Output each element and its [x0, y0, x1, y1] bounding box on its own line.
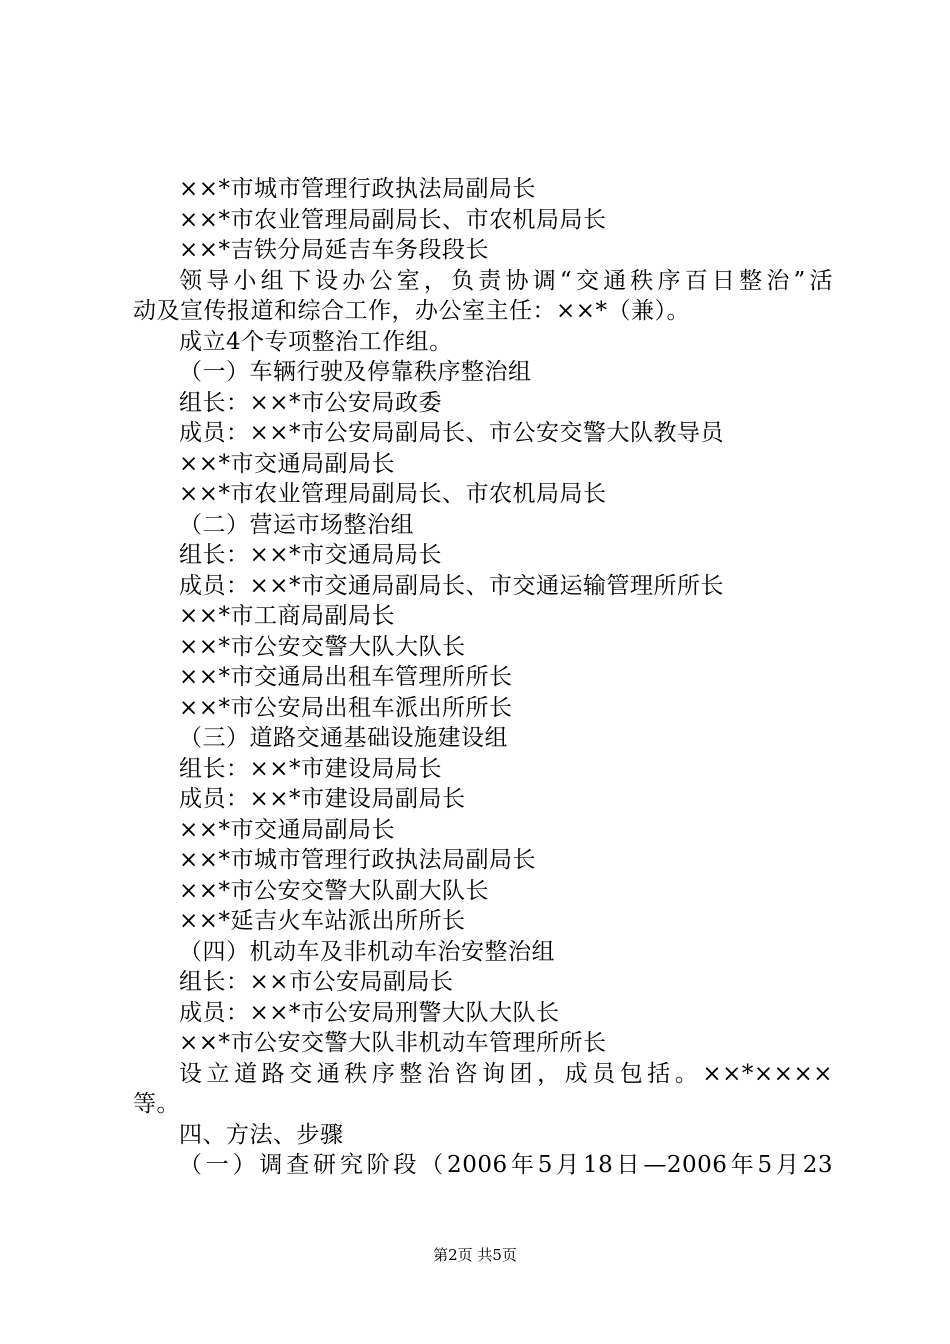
text-line: ××*市公安交警大队副大队长 [179, 877, 490, 904]
text-line: ××*市交通局副局长 [179, 450, 396, 477]
text-line: 动及宣传报道和综合工作，办公室主任：××*（兼）。 [133, 298, 691, 324]
text-line: 设立道路交通秩序整治咨询团，成员包括。××*×××× [179, 1060, 833, 1087]
section-heading: （一）车辆行驶及停靠秩序整治组 [179, 359, 532, 385]
text-line: 组长：××市公安局副局长 [179, 969, 454, 995]
text-line: 组长：××*市交通局局长 [179, 542, 443, 568]
text-line: ××*市公安交警大队大队长 [179, 633, 466, 660]
section-heading: 四、方法、步骤 [179, 1121, 344, 1148]
text-line: ××*吉铁分局延吉车务段段长 [179, 237, 490, 263]
text-line: ××*市农业管理局副局长、市农机局局长 [179, 206, 607, 233]
document-body [133, 174, 833, 1181]
text-line: ××*市交通局副局长 [179, 816, 396, 843]
text-line: ××*市交通局出租车管理所所长 [179, 664, 513, 690]
section-heading: （四）机动车及非机动车治安整治组 [179, 938, 555, 965]
text-line: ××*市公安交警大队非机动车管理所所长 [179, 1030, 607, 1056]
text-line: 成立4个专项整治工作组。 [179, 328, 453, 355]
text-line: ××*市城市管理行政执法局副局长 [179, 847, 537, 873]
text-line: 成员：××*市公安局刑警大队大队长 [179, 999, 560, 1026]
text-line: ××*延吉火车站派出所所长 [179, 908, 466, 934]
text-line: （一）调查研究阶段（2006年5月18日—2006年5月23 [179, 1152, 833, 1178]
text-line: 成员：××*市公安局副局长、市公安交警大队教导员 [179, 420, 725, 446]
section-heading: （二）营运市场整治组 [179, 511, 414, 538]
text-line: ××*市工商局副局长 [179, 603, 396, 629]
section-heading: （三）道路交通基础设施建设组 [179, 725, 508, 751]
text-line: ××*市公安局出租车派出所所长 [179, 694, 513, 721]
text-line: 组长：××*市建设局局长 [179, 755, 443, 782]
text-line: 等。 [133, 1091, 180, 1117]
text-line: 成员：××*市建设局副局长 [179, 786, 466, 812]
text-line: 组长：××*市公安局政委 [179, 389, 443, 416]
text-line: 成员：××*市交通局副局长、市交通运输管理所所长 [179, 572, 725, 599]
page-number-footer: 第2页 共5页 [433, 1246, 517, 1264]
text-line: ××*市农业管理局副局长、市农机局局长 [179, 481, 607, 507]
text-line: ××*市城市管理行政执法局副局长 [179, 176, 537, 202]
text-line: 领导小组下设办公室，负责协调“交通秩序百日整治”活 [179, 267, 833, 294]
